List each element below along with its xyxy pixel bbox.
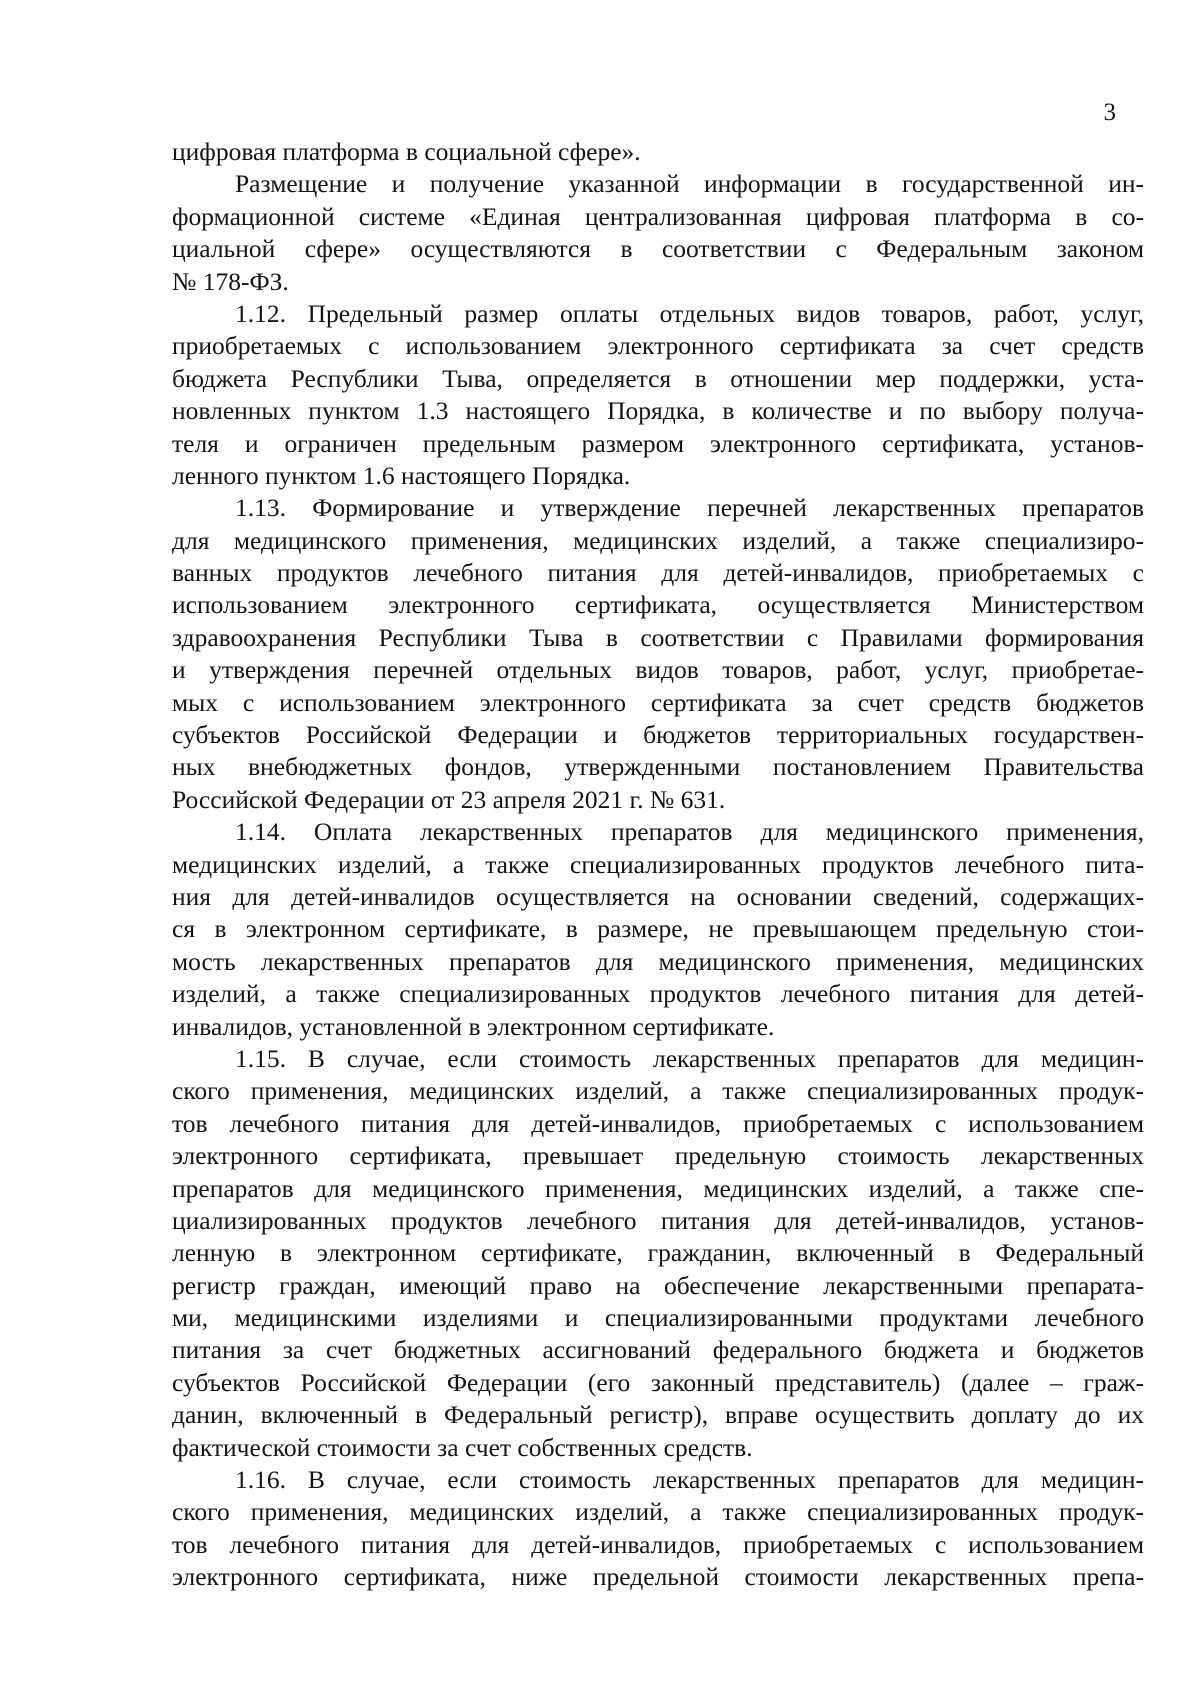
document-body-text xyxy=(172,136,1144,1594)
text-line: циальной сфере» осуществляются в соответствии с Федеральным законом xyxy=(172,234,1144,264)
text-line: ского применения, медицинских изделий, а также специализированных продук- xyxy=(172,1497,1144,1527)
text-line: 1.16. В случае, если стоимость лекарственных препаратов для медицин- xyxy=(235,1465,1144,1495)
text-line: теля и ограничен предельным размером электронного сертификата, установ- xyxy=(172,428,1144,458)
text-line: инвалидов, установленной в электронном сертификате. xyxy=(172,1011,775,1041)
text-line: использованием электронного сертификата, осуществляется Министерством xyxy=(172,590,1144,620)
text-line: ных внебюджетных фондов, утвержденными постановлением Правительства xyxy=(172,752,1144,782)
text-line: данин, включенный в Федеральный регистр), вправе осуществить доплату до их xyxy=(172,1400,1144,1430)
text-line: приобретаемых с использованием электронного сертификата за счет средств xyxy=(172,331,1144,361)
text-line: 1.15. В случае, если стоимость лекарственных препаратов для медицин- xyxy=(235,1043,1144,1073)
text-line: Российской Федерации от 23 апреля 2021 г. № 631. xyxy=(172,784,726,814)
text-line: циализированных продуктов лечебного питания для детей-инвалидов, установ- xyxy=(172,1205,1144,1235)
text-line: тов лечебного питания для детей-инвалидов, приобретаемых с использованием xyxy=(172,1108,1144,1138)
text-line: формационной системе «Единая централизованная цифровая платформа в со- xyxy=(172,201,1144,231)
text-line: электронного сертификата, превышает предельную стоимость лекарственных xyxy=(172,1141,1144,1171)
text-line: ленного пунктом 1.6 настоящего Порядка. xyxy=(172,460,631,490)
text-line: изделий, а также специализированных продуктов лечебного питания для детей- xyxy=(172,979,1144,1009)
text-line: мость лекарственных препаратов для медицинского применения, медицинских xyxy=(172,946,1144,976)
text-line: электронного сертификата, ниже предельной стоимости лекарственных препа- xyxy=(172,1562,1144,1592)
text-line: ванных продуктов лечебного питания для детей-инвалидов, приобретаемых с xyxy=(172,558,1144,588)
text-line: цифровая платформа в социальной сфере». xyxy=(172,137,641,166)
text-line: ского применения, медицинских изделий, а также специализированных продук- xyxy=(172,1076,1144,1106)
text-line: ленную в электронном сертификате, гражданин, включенный в Федеральный xyxy=(172,1238,1144,1268)
text-line: 1.13. Формирование и утверждение перечней лекарственных препаратов xyxy=(235,493,1144,523)
page-number: 3 xyxy=(1103,99,1116,126)
text-line: ми, медицинскими изделиями и специализированными продуктами лечебного xyxy=(172,1303,1144,1333)
text-line: здравоохранения Республики Тыва в соответствии с Правилами формирования xyxy=(172,622,1144,652)
text-line: 1.14. Оплата лекарственных препаратов для медицинского применения, xyxy=(235,817,1144,847)
text-line: субъектов Российской Федерации (его законный представитель) (далее – граж- xyxy=(172,1367,1144,1397)
text-line: субъектов Российской Федерации и бюджетов территориальных государствен- xyxy=(172,720,1144,750)
text-line: мых с использованием электронного сертификата за счет средств бюджетов xyxy=(172,687,1144,717)
text-line: № 178-ФЗ. xyxy=(172,266,289,296)
text-line: ния для детей-инвалидов осуществляется на основании сведений, содержащих- xyxy=(172,881,1144,911)
text-line: фактической стоимости за счет собственных средств. xyxy=(172,1432,753,1462)
text-line: препаратов для медицинского применения, медицинских изделий, а также спе- xyxy=(172,1173,1144,1203)
text-line: Размещение и получение указанной информации в государственной ин- xyxy=(235,169,1144,199)
text-line: новленных пунктом 1.3 настоящего Порядка, в количестве и по выбору получа- xyxy=(172,396,1144,426)
text-line: медицинских изделий, а также специализированных продуктов лечебного пита- xyxy=(172,849,1144,879)
text-line: ся в электронном сертификате, в размере, не превышающем предельную стои- xyxy=(172,914,1144,944)
text-line: и утверждения перечней отдельных видов товаров, работ, услуг, приобретае- xyxy=(172,655,1144,685)
text-line: для медицинского применения, медицинских изделий, а также специализиро- xyxy=(172,525,1144,555)
text-line: питания за счет бюджетных ассигнований федерального бюджета и бюджетов xyxy=(172,1335,1144,1365)
text-line: регистр граждан, имеющий право на обеспечение лекарственными препарата- xyxy=(172,1270,1144,1300)
text-line: бюджета Республики Тыва, определяется в отношении мер поддержки, уста- xyxy=(172,363,1144,393)
text-line: тов лечебного питания для детей-инвалидов, приобретаемых с использованием xyxy=(172,1529,1144,1559)
text-line: 1.12. Предельный размер оплаты отдельных видов товаров, работ, услуг, xyxy=(235,298,1144,328)
